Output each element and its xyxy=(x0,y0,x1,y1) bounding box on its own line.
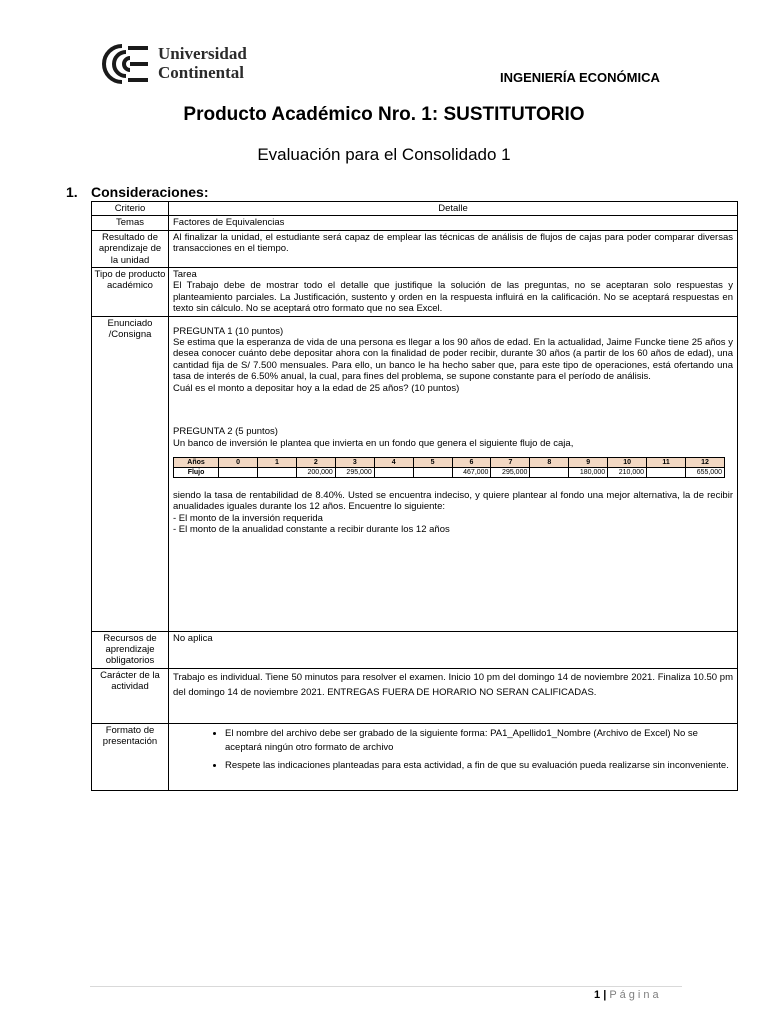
cash-flow-value-cell: 295,000 xyxy=(335,467,374,477)
row-enunciado-label: Enunciado /Consigna xyxy=(92,316,169,631)
course-name: INGENIERÍA ECONÓMICA xyxy=(500,70,660,85)
university-logo xyxy=(92,42,262,86)
question-2-title: PREGUNTA 2 (5 puntos) xyxy=(173,426,278,438)
cash-flow-value-cell: 295,000 xyxy=(491,467,530,477)
format-list xyxy=(173,727,733,773)
row-formato-label: Formato de presentación xyxy=(92,723,169,790)
header-criterio: Criterio xyxy=(92,202,169,216)
cash-flow-value-cell xyxy=(647,467,686,477)
considerations-table xyxy=(91,201,738,791)
cash-flow-year-cell: 5 xyxy=(413,457,452,467)
cash-flow-year-cell: 9 xyxy=(569,457,608,467)
row-recursos-label: Recursos de aprendizaje obligatorios xyxy=(92,631,169,668)
cash-flow-year-cell: 6 xyxy=(452,457,491,467)
question-1-title: PREGUNTA 1 (10 puntos) xyxy=(173,325,284,337)
page-separator: | xyxy=(603,989,607,1001)
page-word: Página xyxy=(609,989,662,1001)
cash-flow-value-cell: 467,000 xyxy=(452,467,491,477)
row-formato xyxy=(92,723,738,790)
row-resultado xyxy=(92,230,738,267)
question-2-text: Un banco de inversión le plantea que invierta en un fondo que genera el siguiente flujo de caja, xyxy=(173,437,574,449)
section-label: Consideraciones: xyxy=(91,184,209,200)
cash-flow-value-cell xyxy=(413,467,452,477)
row-tipo-cell xyxy=(169,268,738,317)
cash-flow-value-cell xyxy=(258,467,297,477)
row-recursos xyxy=(92,631,738,668)
row-tipo-label: Tipo de producto académico xyxy=(92,268,169,317)
cash-flow-value-cell xyxy=(219,467,258,477)
table-header-row xyxy=(92,202,738,216)
cash-flow-values-label: Flujo xyxy=(174,467,219,477)
question-2-item-1: - El monto de la inversión requerida xyxy=(173,512,323,524)
section-number: 1. xyxy=(66,184,78,200)
cash-flow-year-cell: 8 xyxy=(530,457,569,467)
row-temas xyxy=(92,216,738,230)
university-logo-icon xyxy=(92,42,150,86)
question-2-item-2: - El monto de la anualidad constante a recibir durante los 12 años xyxy=(173,524,450,536)
row-tipo-line1: Tarea xyxy=(173,269,197,281)
cash-flow-year-cell: 1 xyxy=(258,457,297,467)
page-number: 1 xyxy=(594,989,601,1001)
cash-flow-value-cell: 200,000 xyxy=(296,467,335,477)
cash-flow-table xyxy=(173,457,725,478)
cash-flow-value-cell: 180,000 xyxy=(569,467,608,477)
format-list-item: • El nombre del archivo debe ser grabado de la siguiente forma: PA1_Apellido1_Nombre (Archivo de Excel) No se aceptará ningún otro formato de archivo xyxy=(225,727,733,755)
header-detalle: Detalle xyxy=(169,202,738,216)
row-caracter xyxy=(92,668,738,723)
row-enunciado-cell xyxy=(169,316,738,631)
row-tipo-value: El Trabajo debe de mostrar todo el detalle que justifique la solución de las preguntas, no se aceptaran solo respuestas y planteamiento parciales. La Justificación, sustento y orden en la respuesta influirá en la calificación. No se aceptará respuestas en texto sin cálculo. No se aceptará otro formato que no sea Excel. xyxy=(173,280,733,315)
row-tipo xyxy=(92,268,738,317)
page-footer xyxy=(594,989,662,1001)
row-resultado-value: Al finalizar la unidad, el estudiante será capaz de emplear las técnicas de análisis de flujos de cajas para poder comparar diversas transacciones en el tiempo. xyxy=(169,230,738,267)
footer-divider xyxy=(90,986,682,987)
question-1-question: Cuál es el monto a depositar hoy a la edad de 25 años? (10 puntos) xyxy=(173,382,460,394)
cash-flow-values-row xyxy=(174,467,725,477)
question-2-after: siendo la tasa de rentabilidad de 8.40%. Usted se encuentra indeciso, y quiere plantear al fondo una mejor alternativa, la de recibir anualidades iguales durante los 12 años. Encuentre lo siguiente: xyxy=(173,489,733,513)
row-caracter-value: Trabajo es individual. Tiene 50 minutos para resolver el examen. Inicio 10 pm del domingo 14 de noviembre 2021. Finaliza 10.50 pm del domingo 14 de noviembre 2021. ENTREGAS FUERA DE HORARIO NO SERAN CALIFICADAS. xyxy=(169,668,738,723)
cash-flow-year-cell: 4 xyxy=(374,457,413,467)
cash-flow-year-cell: 7 xyxy=(491,457,530,467)
cash-flow-year-cell: 10 xyxy=(608,457,647,467)
section-heading xyxy=(66,184,208,200)
cash-flow-year-cell: 2 xyxy=(296,457,335,467)
cash-flow-value-cell: 210,000 xyxy=(608,467,647,477)
row-temas-value: Factores de Equivalencias xyxy=(169,216,738,230)
cash-flow-year-cell: 3 xyxy=(335,457,374,467)
cash-flow-year-cell: 0 xyxy=(219,457,258,467)
row-recursos-value: No aplica xyxy=(169,631,738,668)
row-caracter-label: Carácter de la actividad xyxy=(92,668,169,723)
document-subtitle: Evaluación para el Consolidado 1 xyxy=(257,145,511,164)
cash-flow-value-cell xyxy=(374,467,413,477)
cash-flow-year-cell: 11 xyxy=(647,457,686,467)
cash-flow-value-cell xyxy=(530,467,569,477)
row-enunciado xyxy=(92,316,738,631)
document-title: Producto Académico Nro. 1: SUSTITUTORIO xyxy=(183,104,585,125)
row-resultado-label: Resultado de aprendizaje de la unidad xyxy=(92,230,169,267)
format-list-item: • Respete las indicaciones planteadas para esta actividad, a fin de que su evaluación pueda realizarse sin inconveniente. xyxy=(225,759,733,773)
cash-flow-year-cell: 12 xyxy=(685,457,724,467)
cash-flow-years-label: Años xyxy=(174,457,219,467)
row-temas-label: Temas xyxy=(92,216,169,230)
university-name xyxy=(158,44,247,82)
cash-flow-value-cell: 655,000 xyxy=(685,467,724,477)
university-name-line2: Continental xyxy=(158,63,244,82)
question-1-text: Se estima que la esperanza de vida de una persona es llegar a los 90 años de edad. En la actualidad, Jaime Funcke tiene 25 años y desea conocer cuánto debe depositar ahora con la finalidad de poder recibir, durante 30 años (a partir de los 60 años de edad), una cantidad fija de S/ 7.500 mensuales. Para ello, un banco le ha hecho saber que, para este tipo de operaciones, está ofertando una tasa de interés de 6.50% anual, la cual, para fines del problema, se supone constante para el período de análisis. xyxy=(173,337,733,383)
university-name-line1: Universidad xyxy=(158,44,247,63)
cash-flow-years-row xyxy=(174,457,725,467)
row-formato-cell xyxy=(169,723,738,790)
